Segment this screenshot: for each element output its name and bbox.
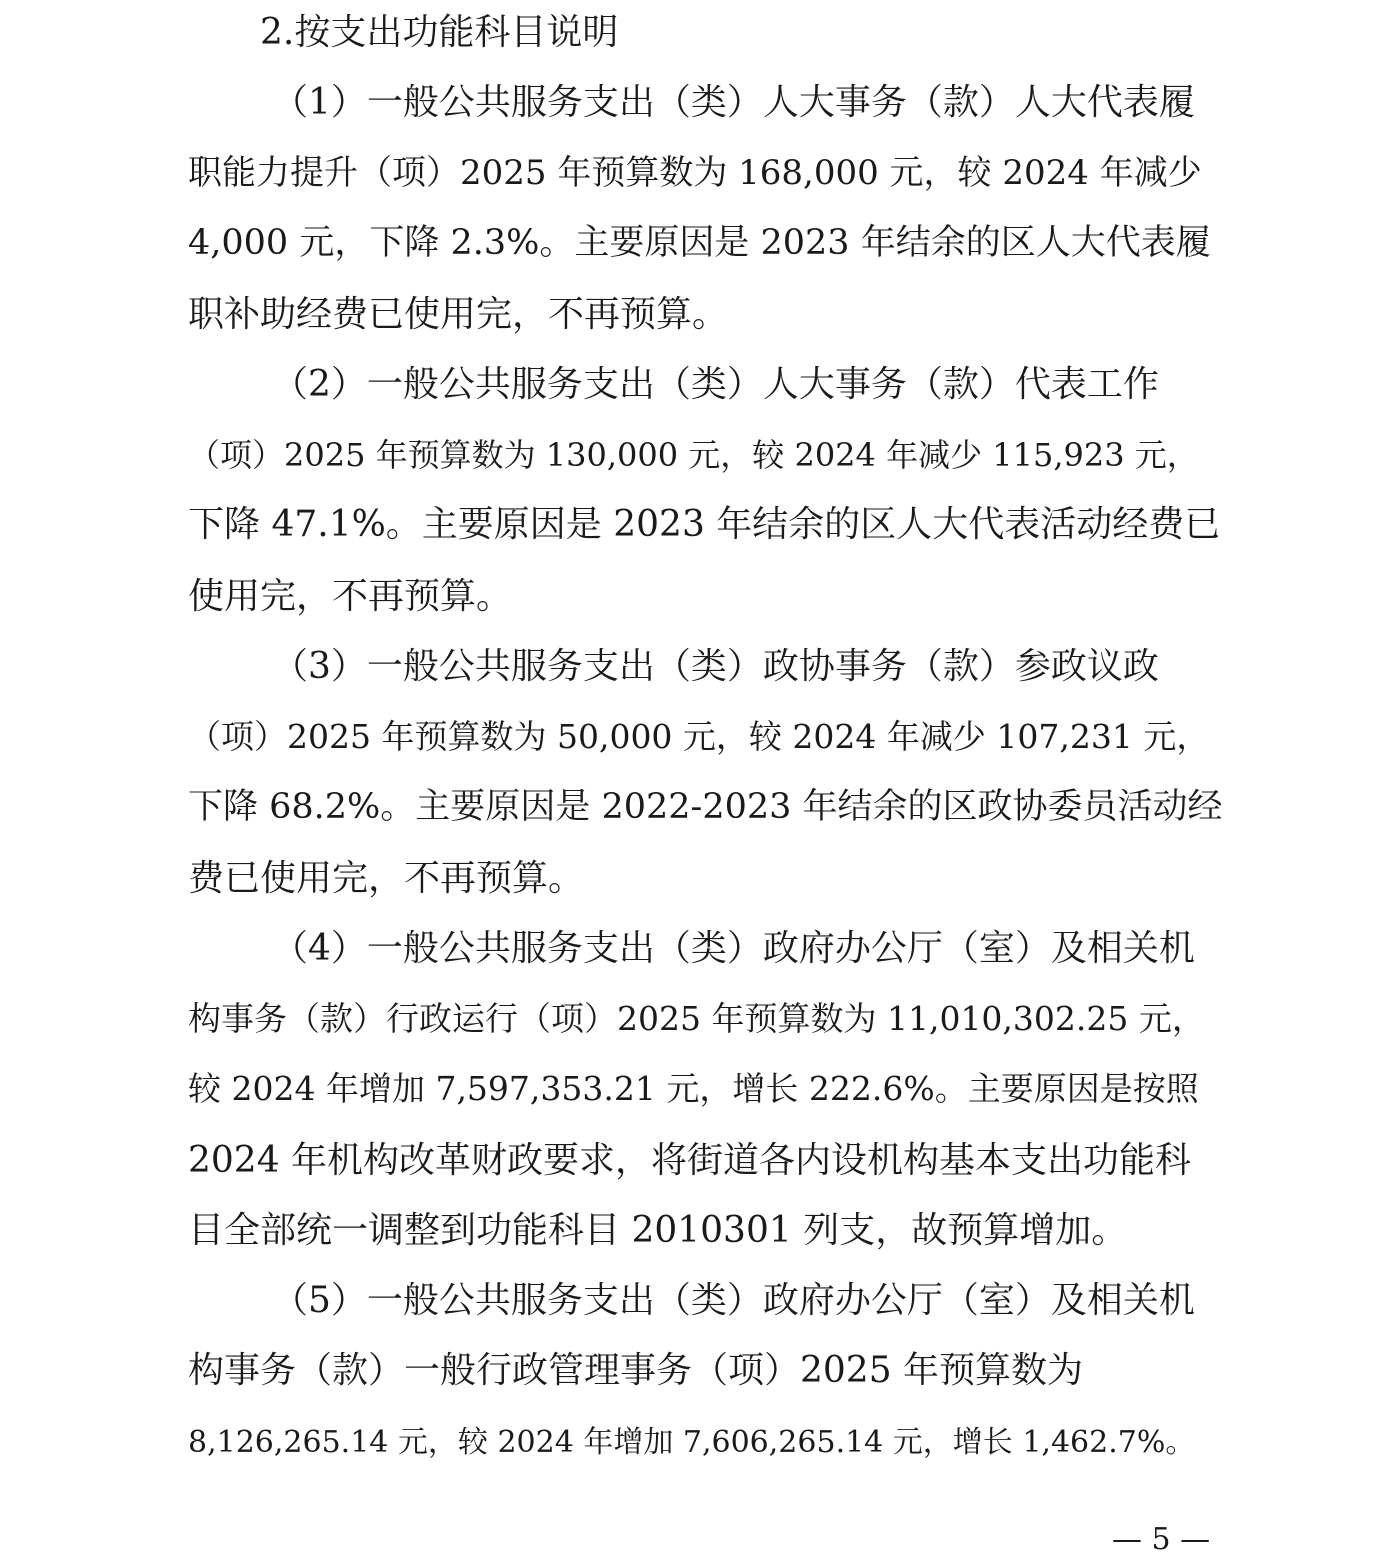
paragraph-2-line-4: 使用完，不再预算。 [188, 576, 513, 617]
paragraph-3-line-2: （项）2025 年预算数为 50,000 元，较 2024 年减少 107,231 元， [188, 717, 1210, 756]
paragraph-1-line-4: 职补助经费已使用完，不再预算。 [188, 294, 729, 335]
paragraph-1-line-2: 职能力提升（项）2025 年预算数为 168,000 元，较 2024 年减少 [188, 153, 1202, 193]
paragraph-4-line-3: 较 2024 年增加 7,597,353.21 元，增长 222.6%。主要原因是按照 [188, 1069, 1199, 1108]
paragraph-1-line-3: 4,000 元，下降 2.3%。主要原因是 2023 年结余的区人大代表履 [188, 223, 1211, 263]
paragraph-1-line-1: （1）一般公共服务支出（类）人大事务（款）人大代表履 [272, 82, 1195, 123]
paragraph-3-line-3: 下降 68.2%。主要原因是 2022-2023 年结余的区政协委员活动经 [188, 787, 1223, 827]
paragraph-2-line-3: 下降 47.1%。主要原因是 2023 年结余的区人大代表活动经费已 [188, 504, 1221, 545]
paragraph-4-line-2: 构事务（款）行政运行（项）2025 年预算数为 11,010,302.25 元， [188, 999, 1205, 1038]
paragraph-4-line-5: 目全部统一调整到功能科目 2010301 列支，故预算增加。 [188, 1210, 1128, 1251]
paragraph-5-line-2: 构事务（款）一般行政管理事务（项）2025 年预算数为 [188, 1350, 1084, 1391]
page-number: — 5 — [1112, 1522, 1211, 1557]
paragraph-3-line-4: 费已使用完，不再预算。 [188, 858, 585, 899]
section-heading: 2.按支出功能科目说明 [260, 12, 619, 53]
paragraph-5-line-1: （5）一般公共服务支出（类）政府办公厅（室）及相关机 [272, 1280, 1195, 1321]
paragraph-4-line-1: （4）一般公共服务支出（类）政府办公厅（室）及相关机 [272, 928, 1195, 969]
paragraph-2-line-1: （2）一般公共服务支出（类）人大事务（款）代表工作 [272, 364, 1159, 405]
paragraph-4-line-4: 2024 年机构改革财政要求，将街道各内设机构基本支出功能科 [188, 1140, 1192, 1181]
paragraph-3-line-1: （3）一般公共服务支出（类）政协事务（款）参政议政 [272, 646, 1159, 687]
paragraph-5-line-3: 8,126,265.14 元，较 2024 年增加 7,606,265.14 元，增长 1,462.7%。 [188, 1425, 1196, 1460]
paragraph-2-line-2: （项）2025 年预算数为 130,000 元，较 2024 年减少 115,923 元， [188, 436, 1199, 474]
